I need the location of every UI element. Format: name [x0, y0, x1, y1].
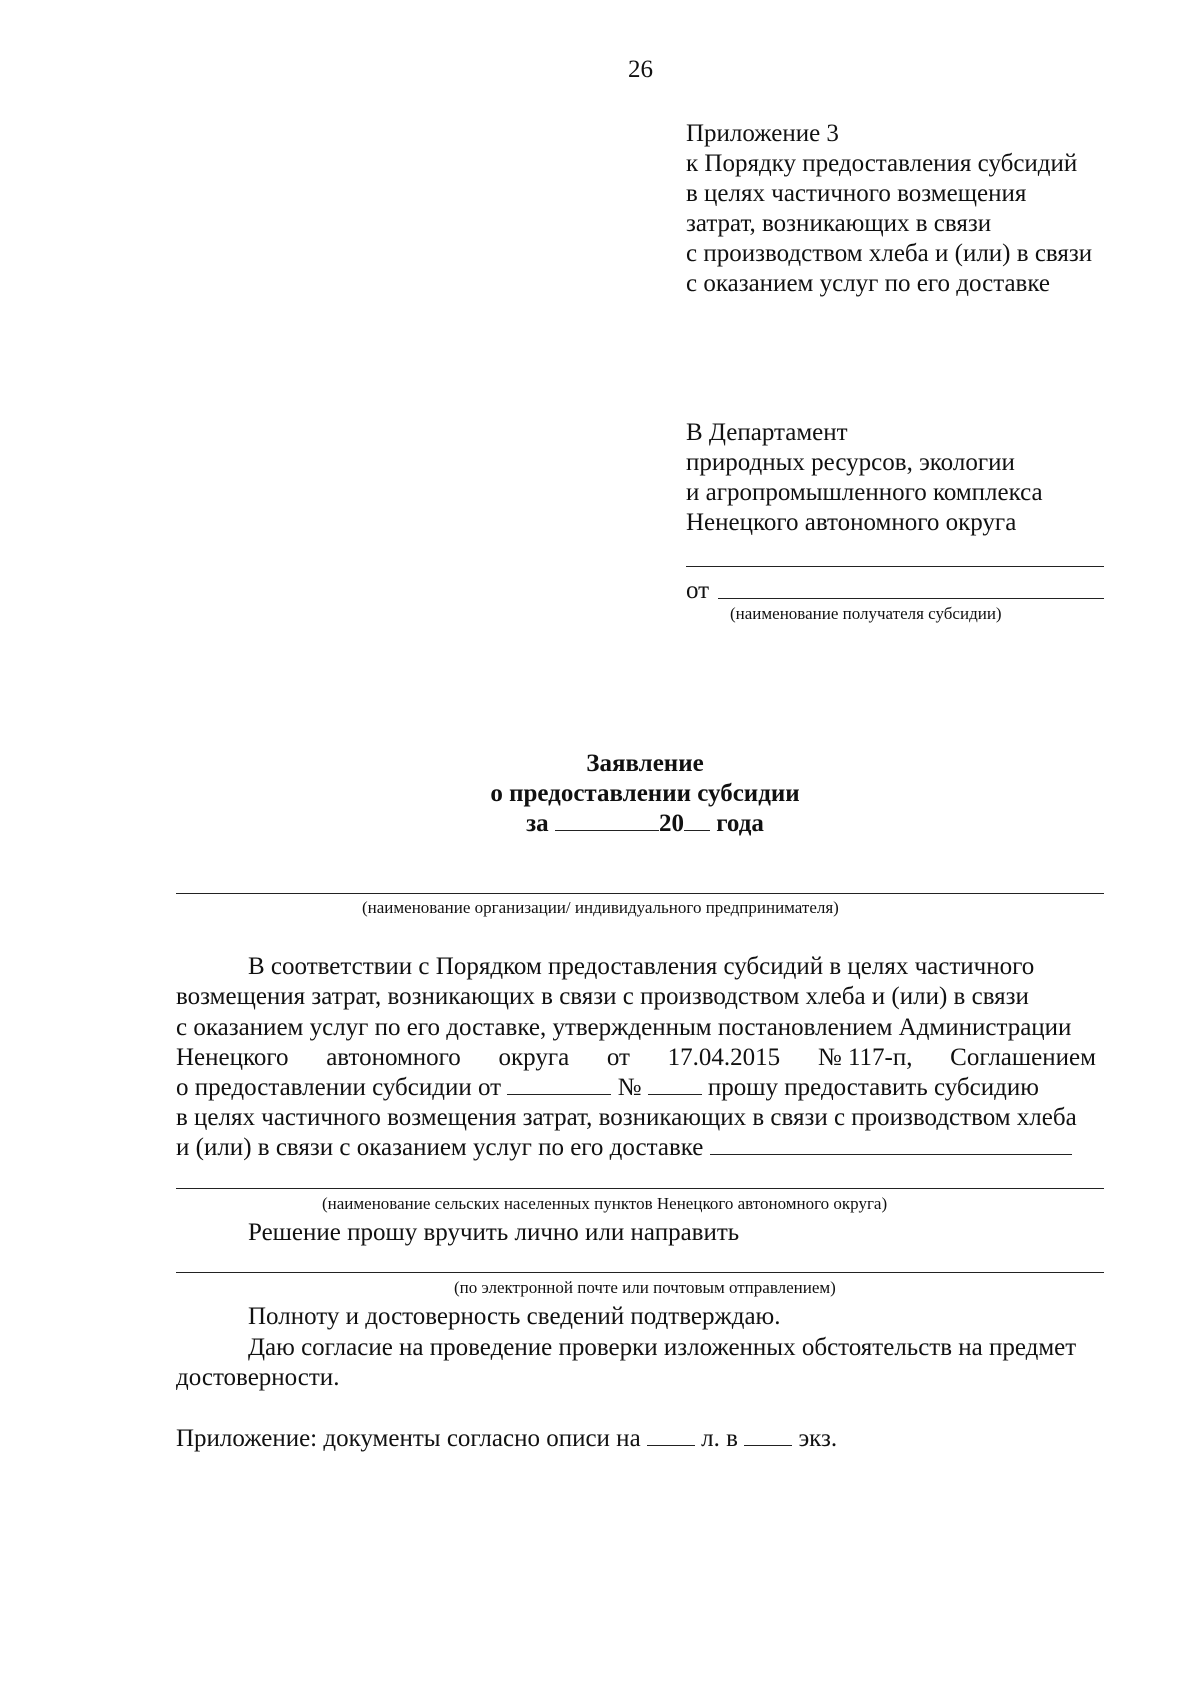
copies-blank [744, 1425, 792, 1446]
body-word: автономного [326, 1044, 461, 1071]
body-text: и (или) в связи с оказанием услуг по его доставке [176, 1134, 704, 1161]
addressee-block [686, 418, 1043, 538]
body-line [176, 1073, 1039, 1103]
body-word: округа [498, 1044, 570, 1071]
annex-line: с оказанием услуг по его доставке [686, 270, 1050, 297]
body-text: № [617, 1074, 642, 1101]
body-word: № 117-п, [817, 1044, 913, 1071]
annex-line: Приложение 3 [686, 120, 839, 147]
body-line [176, 1133, 1072, 1163]
period-blank [555, 810, 659, 831]
consent-text: Даю согласие на проведение проверки изложенных обстоятельств на предмет [248, 1334, 1077, 1361]
body-text: о предоставлении субсидии от [176, 1074, 502, 1101]
settlements-fill-line [176, 1188, 1104, 1189]
attachment-line [176, 1424, 837, 1454]
from-label: от [686, 577, 710, 604]
year-blank [684, 810, 710, 831]
title-line: Заявление [586, 750, 704, 777]
document-title [300, 749, 990, 839]
consent-text: достоверности. [176, 1364, 340, 1391]
annex-line: с производством хлеба и (или) в связи [686, 240, 1093, 267]
body-line: В соответствии с Порядком предоставления субсидий в целях частичного [248, 953, 1035, 980]
title-period-suffix: года [716, 810, 764, 837]
body-word: от [606, 1044, 630, 1071]
confirmation-text: Полноту и достоверность сведений подтверждаю. [248, 1303, 781, 1330]
body-line-justified [176, 1043, 1096, 1073]
addressee-line: Ненецкого автономного округа [686, 509, 1017, 536]
addressee-fill-line [686, 566, 1104, 567]
body-text: прошу предоставить субсидию [707, 1074, 1039, 1101]
settlements-blank [710, 1134, 1072, 1155]
title-period-prefix: за [526, 810, 549, 837]
decision-text: Решение прошу вручить лично или направить [248, 1219, 740, 1246]
delivery-caption: (по электронной почте или почтовым отправлением) [454, 1278, 836, 1297]
body-line: с оказанием услуг по его доставке, утвержденным постановлением Администрации [176, 1014, 1072, 1041]
page-number: 26 [628, 56, 653, 83]
recipient-caption: (наименование получателя субсидии) [730, 604, 1002, 623]
annex-line: затрат, возникающих в связи [686, 210, 992, 237]
body-word: 17.04.2015 [667, 1044, 781, 1071]
body-line: возмещения затрат, возникающих в связи с производством хлеба и (или) в связи [176, 983, 1029, 1010]
annex-line: в целях частичного возмещения [686, 180, 1027, 207]
recipient-fill-line [718, 598, 1104, 599]
agreement-date-blank [507, 1074, 611, 1095]
title-line: о предоставлении субсидии [490, 780, 800, 807]
attachment-text: Приложение: документы согласно описи на [176, 1425, 641, 1452]
body-line: в целях частичного возмещения затрат, возникающих в связи с производством хлеба [176, 1104, 1077, 1131]
annex-line: к Порядку предоставления субсидий [686, 150, 1078, 177]
addressee-line: В Департамент [686, 419, 848, 446]
addressee-line: и агропромышленного комплекса [686, 479, 1043, 506]
annex-block [686, 119, 1092, 299]
attachment-text: л. в [701, 1425, 738, 1452]
organization-caption: (наименование организации/ индивидуального предпринимателя) [362, 898, 839, 917]
sheets-blank [647, 1425, 695, 1446]
title-period [300, 809, 990, 839]
settlements-caption: (наименование сельских населенных пунктов Ненецкого автономного округа) [322, 1194, 888, 1213]
addressee-line: природных ресурсов, экологии [686, 449, 1015, 476]
attachment-text: экз. [798, 1425, 838, 1452]
agreement-number-blank [648, 1074, 702, 1095]
organization-fill-line [176, 893, 1104, 894]
delivery-fill-line [176, 1272, 1104, 1273]
body-word: Соглашением [950, 1044, 1096, 1071]
title-period-year: 20 [658, 810, 684, 837]
body-word: Ненецкого [176, 1044, 289, 1071]
